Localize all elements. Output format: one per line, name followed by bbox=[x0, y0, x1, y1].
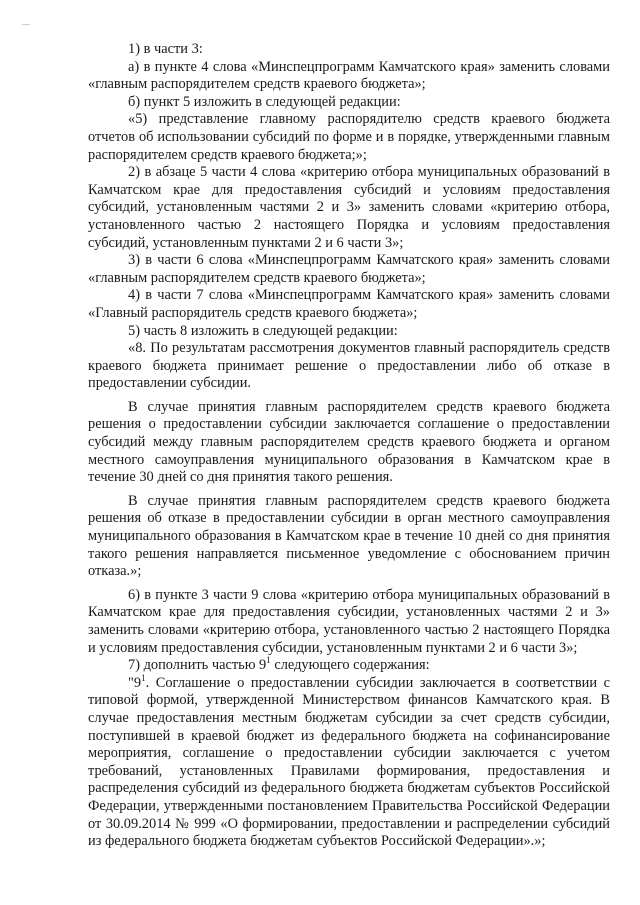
paragraph-13-text: 7) дополнить частью 9 bbox=[128, 657, 267, 674]
superscript: 1 bbox=[141, 672, 146, 683]
paragraph-14-text: "9 bbox=[128, 674, 142, 691]
scan-mark bbox=[22, 24, 30, 25]
paragraph-2: а) в пункте 4 слова «Минспецпрограмм Камчатского края» заменить словами «главным распорядителем средств краевого бюджета»; bbox=[88, 58, 610, 93]
paragraph-9: «8. По результатам рассмотрения документов главный распорядитель средств краевого бюджета принимает решение о предоставлении либо об отказе в предоставлении субсидии. bbox=[88, 340, 610, 392]
superscript: 1 bbox=[266, 655, 271, 666]
paragraph-8: 5) часть 8 изложить в следующей редакции: bbox=[128, 322, 398, 339]
paragraph-3: б) пункт 5 изложить в следующей редакции: bbox=[128, 93, 401, 110]
paragraph-1: 1) в части 3: bbox=[128, 41, 203, 57]
paragraph-4: «5) представление главному распорядителю средств краевого бюджета отчетов об использовании субсидий по форме и в порядке, утвержденными главным распорядителем средств краевого бюджета;»; bbox=[88, 111, 610, 163]
paragraph-14-text-end: . Соглашение о предоставлении субсидии заключается в соответствии с типовой формой, утвержденной Министерством финансов Камчатского края. В случае предоставления местным бюджетам субсидии за счет средств субсидии, поступившей в краевой бюджет из федерального бюджета на софинансирование мероприятия, соглашение о предоставлении субсидии заключается с учетом требований, установленных Правилами формирования, предоставления и распределения субсидий из федерального бюджета бюджетам субъектов Российской Федерации, утвержденными постановлением Правительства Российской Федерации от 30.09.2014 № 999 «О формировании, предоставлении и распределении субсидий из федерального бюджета бюджетам субъектов Российской Федерации».»; bbox=[88, 674, 610, 850]
paragraph-13 bbox=[88, 657, 610, 675]
paragraph-10: В случае принятия главным распорядителем средств краевого бюджета решения о предоставлении субсидии заключается соглашение о предоставлении субсидий между главным распорядителем средств краевого бюджета и органом местного самоуправления муниципального образования в Камчатском крае в течение 30 дней со дня принятия такого решения. bbox=[88, 398, 610, 486]
paragraph-7: 4) в части 7 слова «Минспецпрограмм Камчатского края» заменить словами «Главный распорядитель средств краевого бюджета»; bbox=[88, 287, 610, 321]
paragraph-13-text-end: следующего содержания: bbox=[270, 657, 430, 674]
paragraph-6: 3) в части 6 слова «Минспецпрограмм Камчатского края» заменить словами «главным распорядителем средств краевого бюджета»; bbox=[88, 252, 610, 286]
paragraph-12: 6) в пункте 3 части 9 слова «критерию отбора муниципальных образований в Камчатском крае для предоставления субсидии, установленных частями 2 и 3» заменить словами «критерию отбора, установленного частью 2 настоящего Порядка и условиям предоставления субсидии, установленным пунктами 2 и 6 части 3»; bbox=[88, 586, 610, 656]
paragraph-11: В случае принятия главным распорядителем средств краевого бюджета решения об отказе в предоставлении субсидии в орган местного самоуправления муниципального образования в Камчатском крае в течение 10 дней со дня принятия такого решения направляется письменное уведомление с обоснованием причин отказа.»; bbox=[88, 492, 610, 580]
paragraph-5: 2) в абзаце 5 части 4 слова «критерию отбора муниципальных образований в Камчатском крае для предоставления субсидий и условиям предоставления субсидий, установленным частями 2 и 3» заменить словами «критерию отбора, установленного частью 2 настоящего Порядка и условиям предоставления субсидий, установленным пунктами 2 и 6 части 3»; bbox=[88, 164, 610, 251]
paragraph-14 bbox=[88, 672, 610, 851]
